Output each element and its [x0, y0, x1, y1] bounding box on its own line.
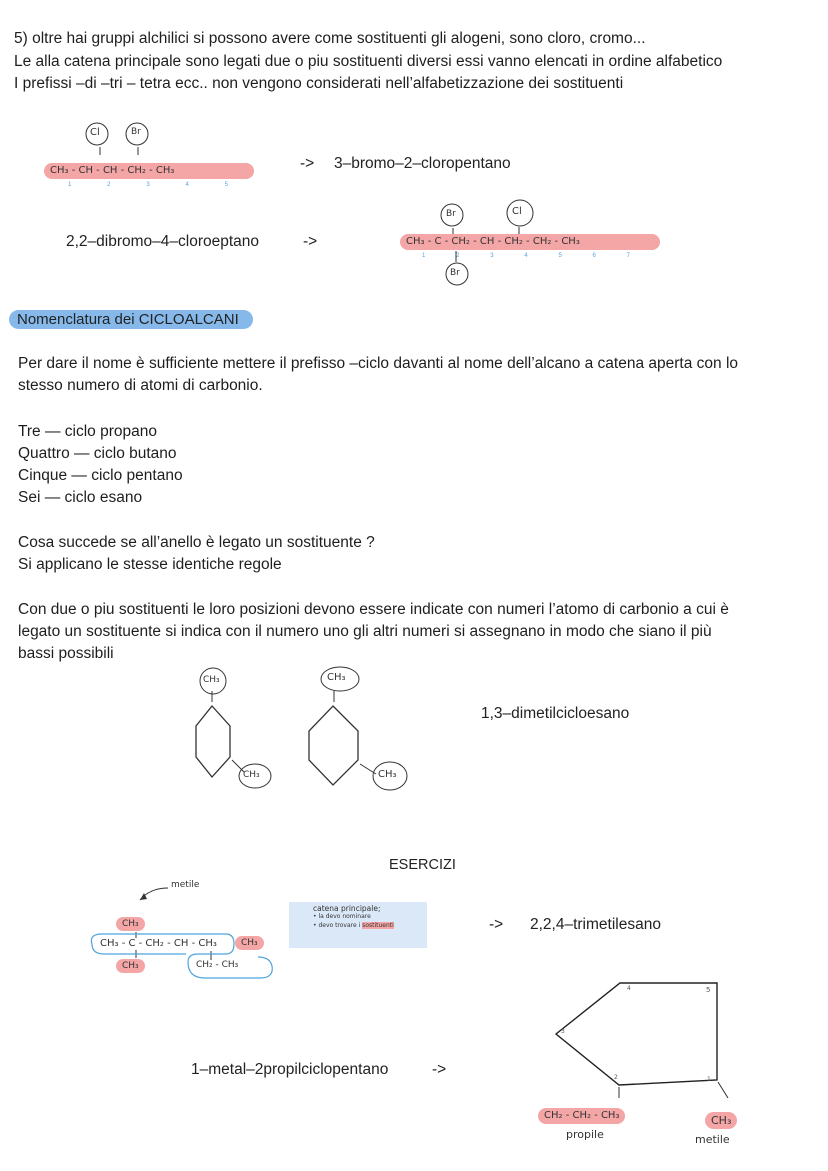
- num-3: 3: [146, 182, 150, 188]
- methyl-label: metile: [695, 1133, 730, 1146]
- ring-num-3: 3: [561, 1028, 565, 1035]
- cyclo-question: Cosa succede se all’anello è legato un sostituente ?: [18, 534, 375, 551]
- sub-br-top: Br: [446, 209, 456, 219]
- name-ex4: 1–metal–2propilciclopentano: [191, 1061, 389, 1078]
- section-title: Nomenclatura dei CICLOALCANI: [9, 310, 253, 329]
- arrow-ex3: ->: [489, 916, 504, 933]
- intro-line-3: I prefissi –di –tri – tetra ecc.. non vengono considerati nell’alfabetizzazione dei sostituenti: [14, 75, 624, 92]
- cyclo-list-item: Sei — ciclo esano: [18, 489, 143, 506]
- note-title: catena principale;: [313, 904, 381, 913]
- sub-br-bottom: Br: [450, 268, 460, 278]
- note-item-1: • la devo nominare: [313, 913, 371, 920]
- cyclo-p2-a: Con due o piu sostituenti le loro posizioni devono essere indicate con numeri l’atomo di carbonio a cui è: [18, 601, 729, 618]
- cyclo-list-item: Cinque — ciclo pentano: [18, 467, 183, 484]
- chain-ex1: CH₃ - CH - CH - CH₂ - CH₃: [44, 163, 254, 179]
- chain-ex1-numbers: [68, 182, 228, 188]
- ring-num-4: 4: [627, 985, 631, 992]
- num-5: 5: [224, 182, 228, 188]
- ex1-ch2ch3: CH₂ - CH₃: [196, 960, 239, 970]
- note-box: [289, 902, 427, 948]
- num-4: 4: [185, 182, 189, 188]
- arrow-ex2: ->: [303, 233, 318, 250]
- arrow-ex1: ->: [300, 155, 315, 172]
- cyclo-list-item: Tre — ciclo propano: [18, 423, 157, 440]
- cyclo-p1-b: stesso numero di atomi di carbonio.: [18, 377, 263, 394]
- metile-label: metile: [171, 880, 200, 890]
- ring-num-5: 5: [706, 986, 711, 994]
- ex1-ch3-top: CH₃: [116, 917, 145, 931]
- ring-num-2: 2: [614, 1074, 618, 1081]
- num-2: 2: [107, 182, 111, 188]
- cyclo-p2-b: legato un sostituente si indica con il numero uno gli altri numeri si assegnano in modo che siano il più: [18, 623, 712, 640]
- arrow-ex4: ->: [432, 1061, 447, 1078]
- intro-line-2: Le alla catena principale sono legati due o piu sostituenti diversi essi vanno elencati in ordine alfabetico: [14, 53, 723, 70]
- ring-num-1: 1: [707, 1076, 711, 1083]
- cyclo-p1-a: Per dare il nome è sufficiente mettere il prefisso –ciclo davanti al nome dell’alcano a catena aperta con lo: [18, 355, 739, 372]
- ring-name: 1,3–dimetilcicloesano: [481, 705, 630, 722]
- ring2-ch3-top: CH₃: [327, 672, 346, 683]
- propyl-group: CH₂ - CH₂ - CH₃: [538, 1108, 625, 1124]
- sub-br-label: Br: [131, 127, 141, 137]
- ring1-ch3-top: CH₃: [203, 675, 220, 685]
- name-ex2: 2,2–dibromo–4–cloroeptano: [66, 233, 260, 250]
- note-item-2: [313, 922, 394, 929]
- note-item-2-highlight: sostituenti: [362, 922, 394, 929]
- ex1-chain: CH₃ - C - CH₂ - CH - CH₃: [100, 938, 217, 949]
- methyl-group: CH₃: [705, 1112, 737, 1129]
- ex1-ch3-bottom: CH₃: [116, 959, 145, 973]
- num-1: 1: [68, 182, 72, 188]
- ex1-ch3-right: CH₃: [235, 936, 264, 950]
- sub-cl-top: Cl: [512, 206, 522, 217]
- chain-ex2-numbers: 1 2 3 4 5 6 7: [422, 253, 630, 259]
- propyl-label: propile: [566, 1128, 604, 1141]
- cyclo-list-item: Quattro — ciclo butano: [18, 445, 177, 462]
- ring1-ch3-side: CH₃: [243, 770, 260, 780]
- chain-ex2: CH₃ - C - CH₂ - CH - CH₂ - CH₂ - CH₃: [400, 234, 660, 250]
- note-item-2-text: • devo trovare i: [313, 922, 361, 929]
- exercises-title: ESERCIZI: [389, 857, 456, 873]
- cyclo-answer: Si applicano le stesse identiche regole: [18, 556, 282, 573]
- name-ex1: 3–bromo–2–cloropentano: [334, 155, 511, 172]
- cyclo-p2-c: bassi possibili: [18, 645, 114, 662]
- ring2-ch3-side: CH₃: [378, 769, 397, 780]
- sub-cl-label: Cl: [90, 127, 100, 138]
- name-ex3: 2,2,4–trimetilesano: [530, 916, 661, 933]
- intro-line-1: 5) oltre hai gruppi alchilici si possono avere come sostituenti gli alogeni, sono cloro, cromo...: [14, 30, 646, 47]
